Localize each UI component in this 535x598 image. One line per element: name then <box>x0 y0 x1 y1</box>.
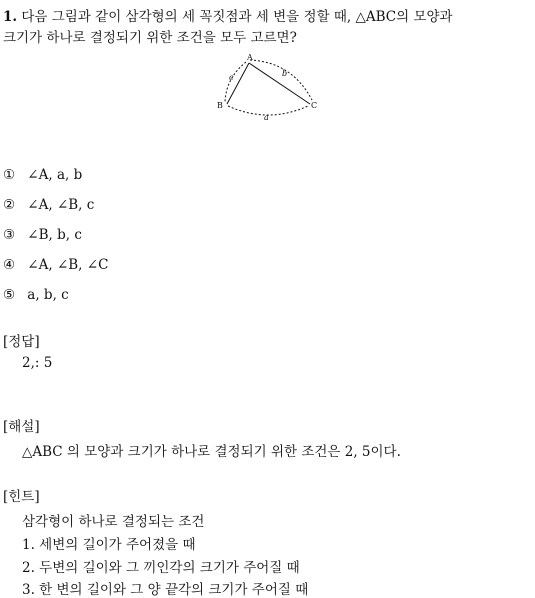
vertex-label-b: B <box>217 101 223 110</box>
hint-heading: [힌트] <box>3 489 40 505</box>
option-3-text: ∠B, b, c <box>27 227 82 243</box>
triangle-figure <box>210 50 330 126</box>
arc-c <box>225 62 246 102</box>
answer-heading: [정답] <box>3 334 40 350</box>
arc-b <box>250 60 312 100</box>
option-4-text: ∠A, ∠B, ∠C <box>27 257 109 273</box>
side-label-b: b <box>282 69 288 78</box>
option-4[interactable] <box>3 257 108 273</box>
hint-item-2: 2. 두변의 길이와 그 끼인각의 크기가 주어질 때 <box>22 560 300 576</box>
option-3[interactable] <box>3 227 82 243</box>
hint-intro: 삼각형이 하나로 결정되는 조건 <box>22 514 205 530</box>
option-5[interactable] <box>3 287 69 303</box>
vertex-label-c: C <box>311 101 318 110</box>
hint-item-3: 3. 한 변의 길이와 그 양 끝각의 크기가 주어질 때 <box>22 582 309 598</box>
question-line-2 <box>3 26 297 46</box>
side-label-c: c <box>229 73 234 82</box>
explanation-text: △ABC 의 모양과 크기가 하나로 결정되기 위한 조건은 2, 5이다. <box>22 444 401 460</box>
side-label-a: a <box>264 113 269 122</box>
question-line-1 <box>3 5 453 25</box>
option-2-mark: ② <box>3 197 16 213</box>
option-3-mark: ③ <box>3 227 16 243</box>
side-ab-line <box>227 63 249 104</box>
option-4-mark: ④ <box>3 257 16 273</box>
vertex-label-a: A <box>247 53 253 62</box>
option-5-mark: ⑤ <box>3 287 16 303</box>
option-1-text: ∠A, a, b <box>27 167 83 183</box>
explanation-heading: [해설] <box>3 419 40 435</box>
question-text-2: 크기가 하나로 결정되기 위한 조건을 모두 고르면? <box>3 30 297 46</box>
option-2[interactable] <box>3 197 94 213</box>
option-1[interactable] <box>3 167 82 183</box>
option-5-text: a, b, c <box>27 287 69 303</box>
hint-item-1: 1. 세변의 길이가 주어졌을 때 <box>22 537 196 553</box>
option-2-text: ∠A, ∠B, c <box>27 197 95 213</box>
question-number: 1. <box>3 9 18 25</box>
answer-value: 2,: 5 <box>22 355 53 371</box>
option-1-mark: ① <box>3 167 16 183</box>
question-text-1: 다음 그림과 같이 삼각형의 세 꼭짓점과 세 변을 정할 때, △ABC의 모양과 <box>21 9 453 25</box>
